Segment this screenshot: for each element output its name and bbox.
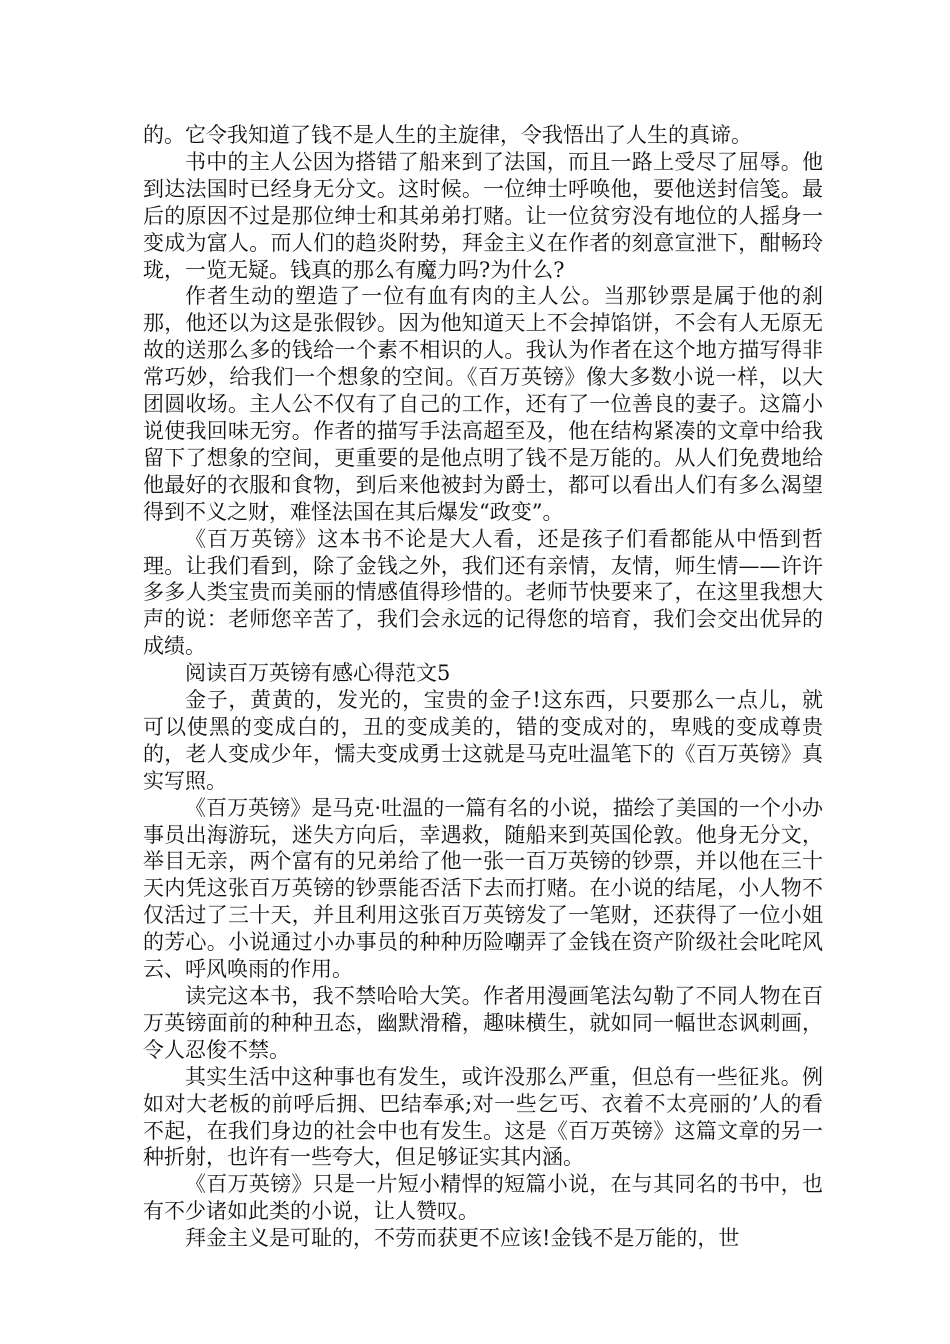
document-body (143, 122, 823, 1252)
section-heading: 阅读百万英镑有感心得范文5 (185, 661, 451, 686)
paragraph-9: 《百万英镑》只是一片短小精悍的短篇小说，在与其同名的书中，也有不少诸如此类的小说，让人赞叹。 (143, 1172, 823, 1224)
paragraph-8: 其实生活中这种事也有发生，或许没那么严重，但总有一些征兆。例如对大老板的前呼后拥、巴结奉承;对一些乞丐、衣着不太亮丽的’人的看不起，在我们身边的社会中也有发生。这是《百万英镑》这篇文章的另一种折射，也许有一些夸大，但足够证实其内涵。 (143, 1064, 823, 1170)
paragraph-5: 金子，黄黄的，发光的，宝贵的金子!这东西，只要那么一点儿，就可以使黑的变成白的，丑的变成美的，错的变成对的，卑贱的变成尊贵的，老人变成少年，懦夫变成勇士这就是马克吐温笔下的《百万英镑》真实写照。 (143, 688, 823, 793)
paragraph-6: 《百万英镑》是马克·吐温的一篇有名的小说，描绘了美国的一个小办事员出海游玩，迷失方向后，幸遇救，随船来到英国伦敦。他身无分文，举目无亲，两个富有的兄弟给了他一张一百万英镑的钞票，并以他在三十天内凭这张百万英镑的钞票能否活下去而打赌。在小说的结尾，小人物不仅活过了三十天，并且利用这张百万英镑发了一笔财，还获得了一位小姐的芳心。小说通过小办事员的种种历险嘲弄了金钱在资产阶级社会叱咤风云、呼风唤雨的作用。 (143, 795, 823, 982)
paragraph-4: 《百万英镑》这本书不论是大人看，还是孩子们看都能从中悟到哲理。让我们看到，除了金钱之外，我们还有亲情，友情，师生情——许许多多人类宝贵而美丽的情感值得珍惜的。老师节快要来了，在这里我想大声的说：老师您辛苦了，我们会永远的记得您的培育，我们会交出优异的成绩。 (143, 526, 823, 659)
paragraph-1: 的。它令我知道了钱不是人生的主旋律，令我悟出了人生的真谛。 (143, 123, 752, 147)
paragraph-7: 读完这本书，我不禁哈哈大笑。作者用漫画笔法勾勒了不同人物在百万英镑面前的种种丑态，幽默滑稽，趣味横生，就如同一幅世态讽刺画，令人忍俊不禁。 (143, 984, 823, 1062)
paragraph-3: 作者生动的塑造了一位有血有肉的主人公。当那钞票是属于他的刹那，他还以为这是张假钞。因为他知道天上不会掉馅饼，不会有人无原无故的送那么多的钱给一个素不相识的人。我认为作者在这个地方描写得非常巧妙，给我们一个想象的空间。《百万英镑》像大多数小说一样，以大团圆收场。主人公不仅有了自己的工作，还有了一位善良的妻子。这篇小说使我回味无穷。作者的描写手法高超至及，他在结构紧凑的文章中给我留下了想象的空间，更重要的是他点明了钱不是万能的。从人们免费地给他最好的衣服和食物，到后来他被封为爵士，都可以看出人们有多么渴望得到不义之财，难怪法国在其后爆发“政变”。 (143, 284, 823, 524)
paragraph-10: 拜金主义是可耻的，不劳而获更不应该!金钱不是万能的，世 (185, 1226, 740, 1251)
paragraph-2: 书中的主人公因为搭错了船来到了法国，而且一路上受尽了屈辱。他到达法国时已经身无分文。这时候。一位绅士呼唤他，要他送封信笺。最后的原因不过是那位绅士和其弟弟打赌。让一位贫穷没有地位的人摇身一变成为富人。而人们的趋炎附势，拜金主义在作者的刻意宣泄下，酣畅玲珑，一览无疑。钱真的那么有魔力吗?为什么? (143, 149, 823, 282)
